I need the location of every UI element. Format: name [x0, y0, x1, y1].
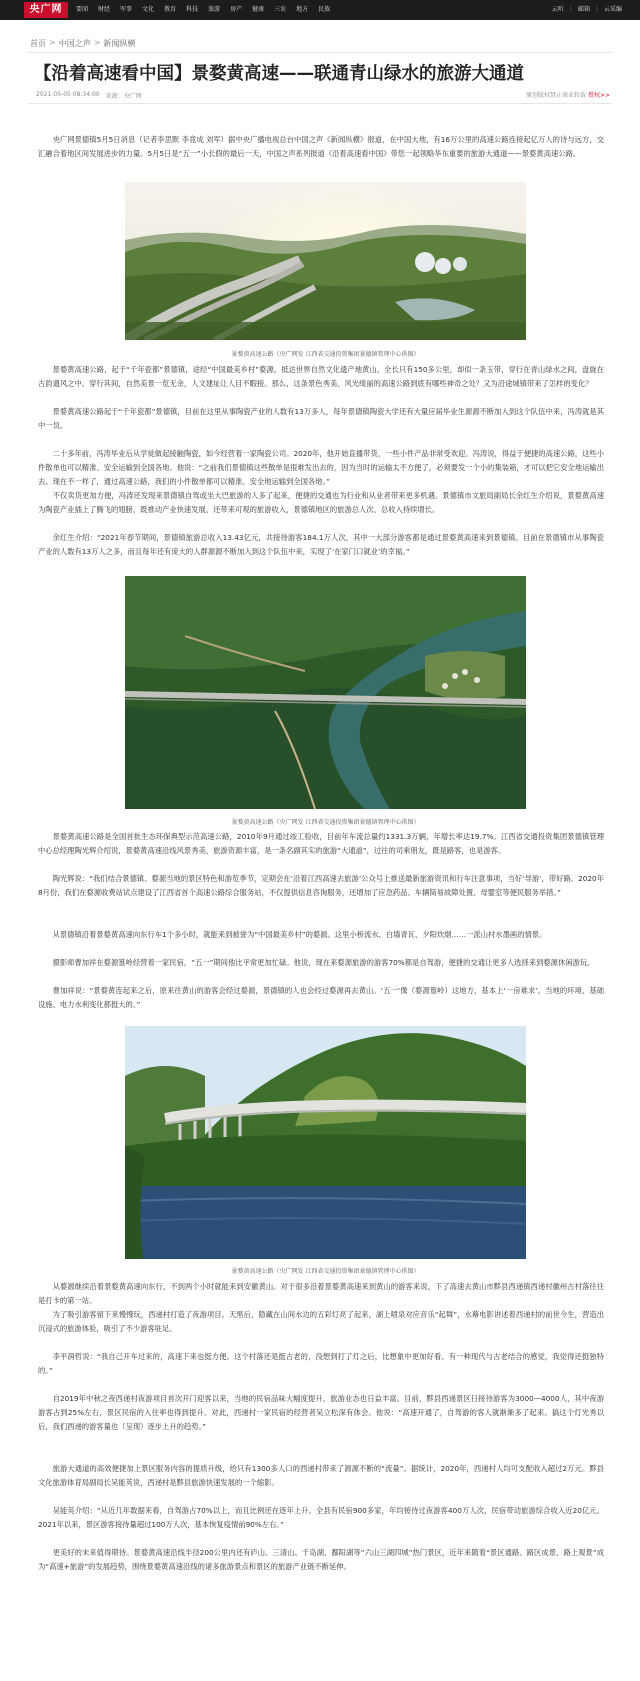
nav-item[interactable]: 地方: [296, 6, 309, 13]
nav-item[interactable]: 科技: [186, 6, 199, 13]
article-paragraph: 余红生介绍：“2021年春节期间，景德镇旅游总收入13.43亿元，共接待游客184.1万人次，其中一大部分游客都是通过景婺黄高速来到景德镇。目前在景德镇市从事陶瓷产业的人数有13万人之多，而且每年还有庞大的人群源源不断加入到这个队伍中来，实现了‘在家门口就业’的幸福。”: [38, 533, 604, 556]
nav-item[interactable]: 健康: [252, 6, 265, 13]
mailbox-link[interactable]: 邮箱: [577, 6, 590, 13]
breadcrumb-separator: >: [93, 38, 101, 47]
photo-caption: 景婺黄高速公路（央广网发 江西省交通投资集团景德镇管理中心供图）: [231, 819, 420, 826]
nav-item[interactable]: 教育: [164, 6, 177, 13]
article-title: 【沿着高速看中国】景婺黄高速——联通青山绿水的旅游大通道: [34, 64, 524, 84]
article-meta: [36, 91, 148, 100]
nav-item[interactable]: 房产: [230, 6, 243, 13]
breadcrumb: [30, 38, 135, 49]
article-paragraph: 从婺源继续沿着景婺黄高速向东行，不到两个小时就能来到安徽黄山。对于很多沿着景婺黄高速来到黄山的游客来说，下了高速去黄山市黟县西递镇西递村徽州古村落往往是打卡的第一站。: [38, 1282, 604, 1305]
article-source: 来源：央广网: [105, 93, 142, 100]
license-link[interactable]: 授权>>: [587, 92, 610, 99]
site-logo[interactable]: 央广网: [24, 2, 68, 18]
copyright-text: 原创版权禁止商业转载: [526, 92, 587, 99]
copyright-notice: [526, 90, 610, 99]
article-photo-highway-valley: [125, 182, 526, 340]
breadcrumb-home[interactable]: 首页: [30, 39, 46, 48]
photo-caption: 景婺黄高速公路（央广网发 江西省交通投资集团景德镇管理中心供图）: [231, 1268, 420, 1275]
article-paragraph: 二十多年前，冯涛毕业后从学徒做起接触陶瓷，如今经营着一家陶瓷公司。2020年，他开始直播带货，一些小件产品非常受欢迎。冯涛说，得益于便捷的高速公路，这些小件散单也可以精准、安全运输到全国各地。他说：“之前我们景德镇这些散单是很难发出去的，因为当时的运输太不方便了，必须要发一个小的集装箱，才可以把它安全地运输出去。现在不一样了，通过高速公路，我们的小件散单都可以精准、安全地运输到全国各地。”: [38, 449, 604, 486]
nav-item[interactable]: 民族: [318, 6, 331, 13]
article-paragraph: 李平润哲说：“我自己开车过来的，高速下来也挺方便。这个村落还是挺古老的，没想到打了灯之后，比想象中更加好看。有一种现代与古老结合的感觉，我觉得还挺独特的。”: [38, 1352, 604, 1375]
article-paragraph: 景婺黄高速公路起于“千年瓷都”景德镇，目前在这里从事陶瓷产业的人数有13万多人，每年景德镇陶瓷大学还有大量应届毕业生源源不断加入到这个队伍中来，冯涛就是其中一员。: [38, 407, 604, 430]
breadcrumb-separator: >: [49, 38, 56, 47]
article-paragraph: 旅游大通道的高效便捷加上景区服务内容的提质升级，给只有1300多人口的西递村带来了源源不断的“流量”。据统计，2020年，西递村人均可支配收入超过2万元。黟县文化旅游体育局副局长吴能英说，西递村是黟县旅游快速发展的一个缩影。: [38, 1464, 604, 1487]
nav-item[interactable]: 军事: [120, 6, 133, 13]
separator: |: [595, 6, 598, 13]
photo-caption: 景婺黄高速公路（央广网发 江西省交通投资集团景德镇管理中心供图）: [231, 351, 420, 358]
article-paragraph: 摄影师曹加祥在婺源篁岭经营着一家民宿，“五一”期间他比平常更加忙碌。他说，现在来婺源旅游的游客70%都是自驾游，便捷的交通让更多人选择来到婺源休闲游玩。: [52, 958, 595, 967]
nav-item[interactable]: 旅游: [208, 6, 221, 13]
nav-item[interactable]: 三农: [274, 6, 287, 13]
divider: [28, 52, 612, 53]
yunting-link[interactable]: 云听: [551, 6, 564, 13]
photo-illustration: [125, 1026, 526, 1259]
yuncaibian-link[interactable]: 云采编: [603, 6, 622, 13]
publish-time: 2021-05-05 08:34:00: [36, 91, 100, 98]
divider: [28, 103, 612, 104]
article-paragraph: 景婺黄高速公路，起于“千年瓷都”景德镇，途经“中国最美乡村”婺源，抵达世界自然文化遗产地黄山，全长只有150多公里，却似一条玉带，穿行在青山绿水之间，盘旋在古韵遗风之中。穿行其间，自然美景一览无余，人文建址让人目不暇接。那么，这条景色秀美、风光绮丽的高速公路到底有哪些神奇之处？又为沿途城镇带来了怎样的变化？: [38, 365, 604, 388]
article-paragraph: 吴能英介绍：“从近几年数据来看，自驾游占70%以上，而且比例还在逐年上升。全县有民宿900多家，年均接待过夜游客400万人次，民宿带动旅游综合收入近20亿元。2021年以来，景区游客接待量超过100万人次，基本恢复疫情前90%左右。”: [38, 1506, 604, 1529]
utility-links: [546, 0, 622, 20]
article-paragraph: 央广网景德镇5月5日消息（记者李思默 李竟成 刘军）据中央广播电视总台中国之声《新闻纵横》报道，在中国大地，有16万公里的高速公路连接起亿万人的诗与远方，交汇融合着地区间发展进步的力量。5月5日是“五一”小长假的最后一天，中国之声系列报道《沿着高速看中国》带您一起领略华东重要的旅游大通道——景婺黄高速公路。: [38, 135, 604, 158]
separator: |: [569, 6, 572, 13]
article-paragraph: 陶光辉说：“我们结合景德镇、婺源当地的景区特色和游览季节，定期会在‘沿着江西高速去旅游’公众号上推送最新旅游资讯和行车注意事项，当好‘导游’，带好路。2020年8月份，我们在婺源收费站试点建设了江西省首个高速公路综合服务站，不仅提供信息咨询服务，还增加了应急药品、车辆简易故障处置、母婴室等便民服务举措。”: [38, 874, 604, 897]
article-photo-river-bridge: [125, 576, 526, 809]
article-paragraph: 更美好的未来值得期待。景婺黄高速沿线半径200公里内还有庐山、三清山、千岛湖、鄱阳湖等“六山三湖四城”热门景区，近年来随着“景区通路、路区成景、路上观景”成为“高速+旅游”的发展趋势，围绕景婺黄高速沿线的诸多旅游景点和景区的旅游产业链不断延伸。: [38, 1548, 604, 1571]
photo-illustration: [125, 576, 526, 809]
breadcrumb-channel[interactable]: 中国之声: [58, 39, 91, 48]
article-paragraph: 从景德镇沿着景婺黄高速向东行车1个多小时，就能来到被誉为“中国最美乡村”的婺源。这里小桥流水、白墙青瓦、夕阳炊烟……一派山村水墨画的情景。: [52, 930, 547, 939]
photo-illustration: [125, 182, 526, 340]
nav-item[interactable]: 要闻: [76, 6, 89, 13]
article-paragraph: 曹加祥说：“景婺黄连起来之后，原来往黄山的游客会经过婺源，景德镇的人也会经过婺源再去黄山。‘五一’像（婺源篁岭）这地方，基本上‘一房难求’。当地的环境、基础设施、电力水利变化都挺大的。”: [38, 986, 604, 1009]
breadcrumb-column[interactable]: 新闻纵横: [103, 39, 136, 48]
article-paragraph: 不仅卖货更加方便，冯涛还发现来景德镇自驾或坐大巴旅游的人多了起来，便捷的交通也为行业和从业者带来更多机遇。景德镇市文旅局副局长余红生介绍说，景婺黄高速为陶瓷产业插上了腾飞的翅膀，既推动产业快速发展，还带来可观的旅游收入，景德镇地区的旅游总人次、总收入持续增长。: [38, 491, 604, 514]
article-photo-viaduct-lake: [125, 1026, 526, 1259]
article-paragraph: 自2019年中秋之夜西递村夜游项目首次开门迎客以来，当地的民宿品味大幅度提升，旅游业态也日益丰富。目前，黟县西递景区日接待游客为3000—4000人，其中夜游游客占到25%左右，景区民宿的入住率也得到提升。对此，西递村一家民宿的经营者吴立松深有体会。他说：“高速开通了，自驾游的客人就渐渐多了起来。搞这个灯光秀以后，我们西递的游客量也（呈现）逐步上升的趋势。”: [38, 1394, 604, 1431]
top-navigation-bar: [0, 0, 640, 20]
channel-nav: [76, 0, 340, 20]
article-paragraph: 为了吸引游客留下来慢慢玩，西递村打造了夜游项目。天黑后，隐藏在山间水边的五彩灯亮了起来，湖上喷泉对应音乐“起舞”，水幕电影讲述着西递村的前世今生，营造出沉浸式的旅游体验，吸引了不少游客驻足。: [38, 1310, 604, 1333]
nav-item[interactable]: 财经: [98, 6, 111, 13]
article-paragraph: 景婺黄高速公路是全国首批生态环保典型示范高速公路，2010年9月通过竣工验收，目前年车流总量约1331.3万辆，年增长率达19.7%。江西省交通投资集团景德镇管理中心总经理陶光辉介绍说，景婺黄高速沿线风景秀美，旅游资源丰富，是一条名副其实的旅游“大通道”，过往的司乘朋友，既是路客，也是游客。: [38, 832, 604, 855]
nav-item[interactable]: 文化: [142, 6, 155, 13]
